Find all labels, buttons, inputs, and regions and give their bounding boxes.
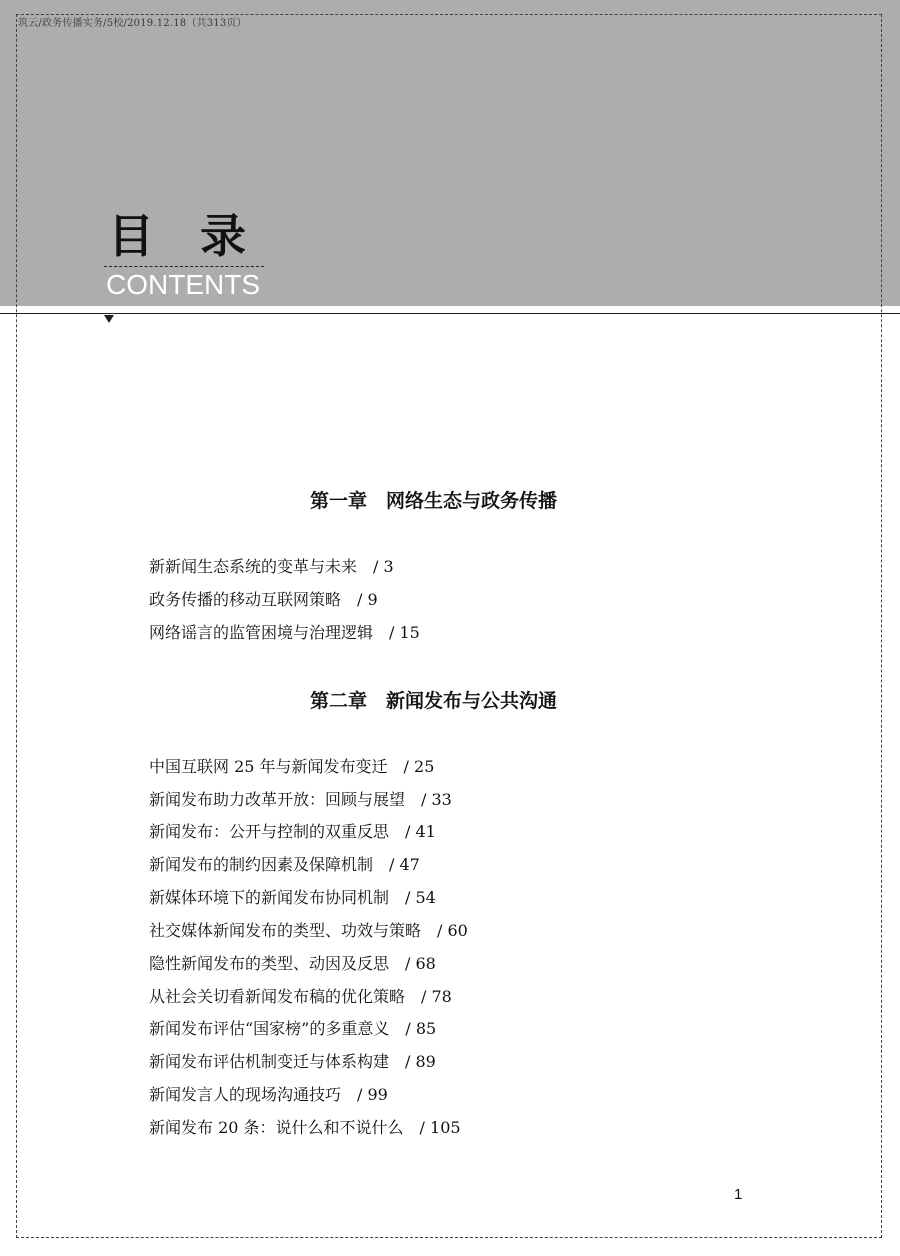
proof-mark: 筑云/政务传播实务/5校/2019.12.18（共313页）: [18, 18, 247, 29]
toc-entry[interactable]: 新闻发布：公开与控制的双重反思 / 41: [149, 822, 436, 841]
page-number: 1: [734, 1186, 743, 1203]
chapter-heading: 第一章 网络生态与政务传播: [310, 490, 558, 512]
page-title: 目录: [108, 209, 292, 263]
toc-entry[interactable]: 社交媒体新闻发布的类型、功效与策略 / 60: [149, 921, 468, 940]
triangle-marker-icon: [104, 315, 114, 323]
toc-entry[interactable]: 新闻发布评估机制变迁与体系构建 / 89: [149, 1052, 436, 1071]
toc-entry[interactable]: 网络谣言的监管困境与治理逻辑 / 15: [149, 623, 420, 642]
toc-entry[interactable]: 中国互联网 25 年与新闻发布变迁 / 25: [149, 757, 435, 776]
toc-entry[interactable]: 新闻发布助力改革开放：回顾与展望 / 33: [149, 790, 452, 809]
title-dashed-rule: [104, 266, 264, 267]
toc-entry[interactable]: 隐性新闻发布的类型、动因及反思 / 68: [149, 954, 436, 973]
header-divider: [0, 313, 900, 314]
page-subtitle: CONTENTS: [106, 269, 260, 300]
toc-entry[interactable]: 新媒体环境下的新闻发布协同机制 / 54: [149, 888, 436, 907]
toc-entry[interactable]: 新新闻生态系统的变革与未来 / 3: [149, 557, 394, 576]
toc-entry[interactable]: 新闻发布的制约因素及保障机制 / 47: [149, 855, 420, 874]
toc-entry[interactable]: 政务传播的移动互联网策略 / 9: [149, 590, 378, 609]
toc-entry[interactable]: 从社会关切看新闻发布稿的优化策略 / 78: [149, 987, 452, 1006]
toc-entry[interactable]: 新闻发布评估“国家榜”的多重意义 / 85: [149, 1019, 437, 1038]
toc-entry[interactable]: 新闻发言人的现场沟通技巧 / 99: [149, 1085, 388, 1104]
toc-entry[interactable]: 新闻发布 20 条：说什么和不说什么 / 105: [149, 1118, 461, 1137]
chapter-heading: 第二章 新闻发布与公共沟通: [310, 690, 558, 712]
